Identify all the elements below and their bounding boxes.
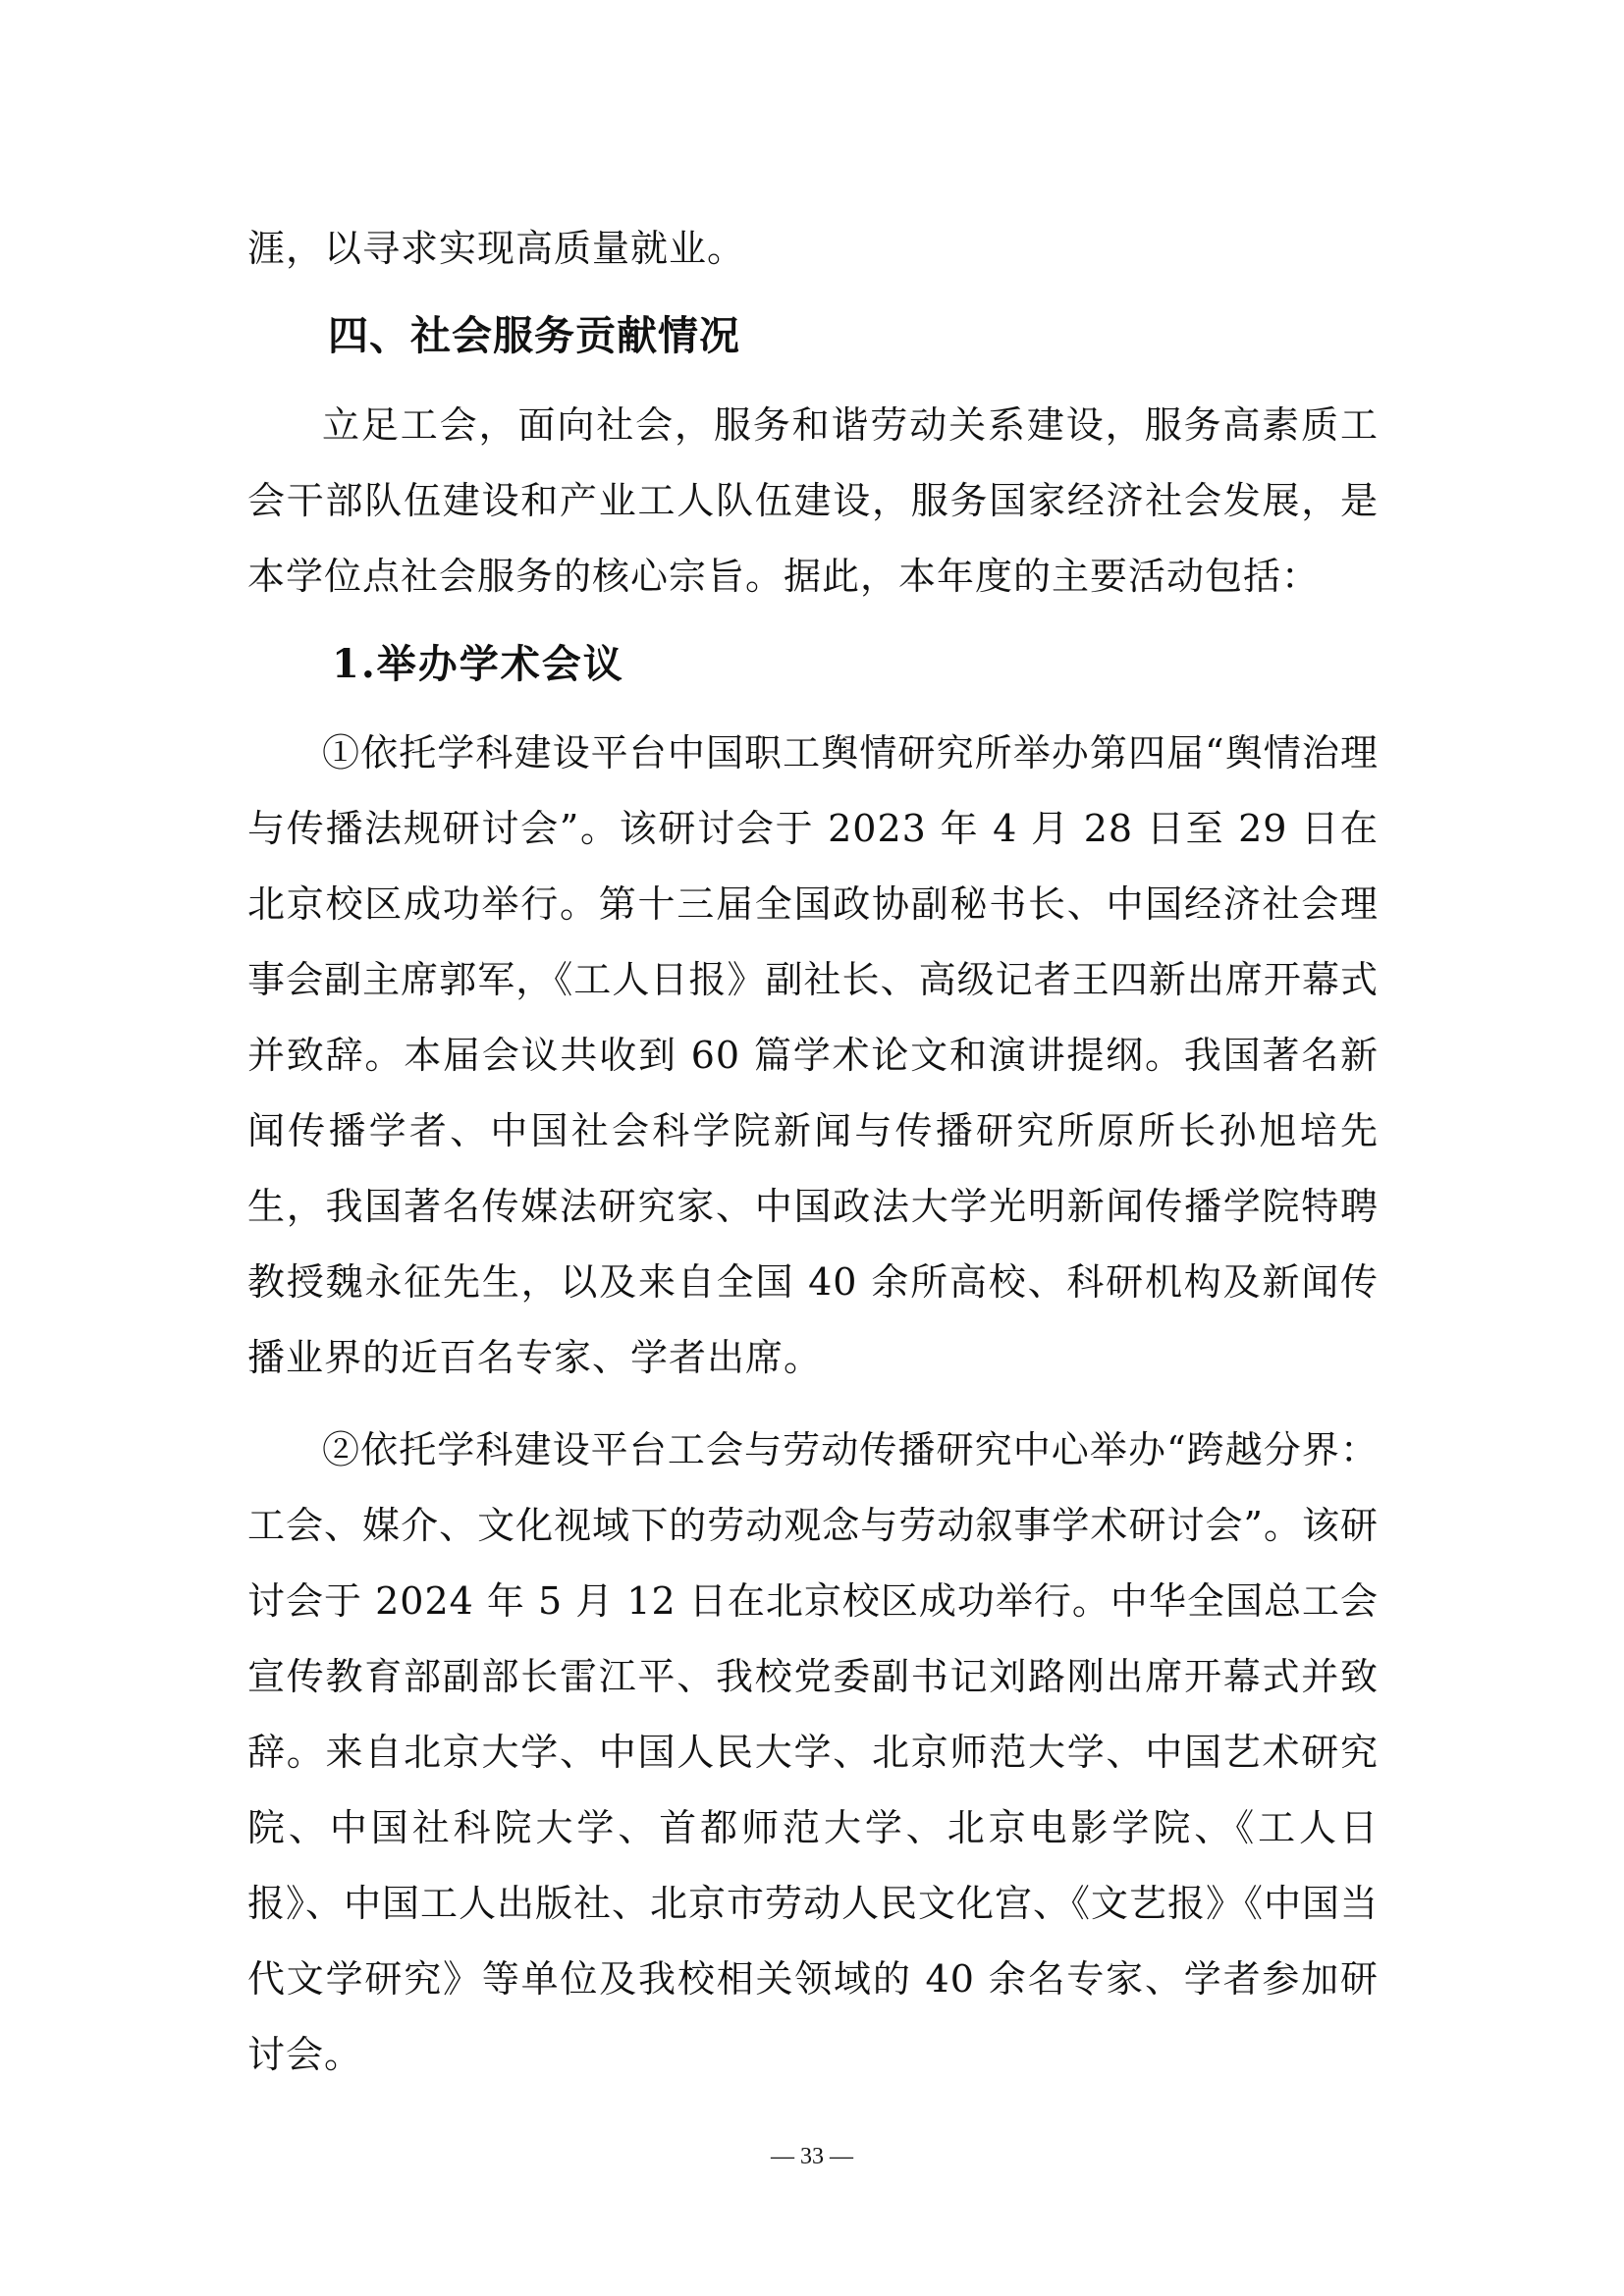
conference-item-1: ①依托学科建设平台中国职工舆情研究所举办第四届“舆情治理与传播法规研讨会”。该研讨会于 2023 年 4 月 28 日至 29 日在北京校区成功举行。第十三届全国政协副秘书长、中国经济社会理事会副主席郭军，《工人日报》副社长、高级记者王四新出席开幕式并致辞。本届会议共收到 60 篇学术论文和演讲提纲。我国著名新闻传播学者、中国社会科学院新闻与传播研究所原所长孙旭培先生，我国著名传媒法研究家、中国政法大学光明新闻传播学院特聘教授魏永征先生，以及来自全国 40 余所高校、科研机构及新闻传播业界的近百名专家、学者出席。 [247,731,1379,1379]
continuation-paragraph: 涯，以寻求实现高质量就业。 [247,227,746,270]
subsection-heading: 1.举办学术会议 [332,641,624,687]
document-body [247,211,1379,2093]
section-heading: 四、社会服务贡献情况 [328,312,740,359]
page-number: — 33 — [771,2144,853,2169]
conference-item-2: ②依托学科建设平台工会与劳动传播研究中心举办“跨越分界：工会、媒介、文化视域下的劳动观念与劳动叙事学术研讨会”。该研讨会于 2024 年 5 月 12 日在北京校区成功举行。中华全国总工会宣传教育部副部长雷江平、我校党委副书记刘路刚出席开幕式并致辞。来自北京大学、中国人民大学、北京师范大学、中国艺术研究院、中国社科院大学、首都师范大学、北京电影学院、《工人日报》、中国工人出版社、北京市劳动人民文化宫、《文艺报》《中国当代文学研究》等单位及我校相关领域的 40 余名专家、学者参加研讨会。 [247,1428,1380,2076]
intro-paragraph: 立足工会，面向社会，服务和谐劳动关系建设，服务高素质工会干部队伍建设和产业工人队伍建设，服务国家经济社会发展，是本学位点社会服务的核心宗旨。据此，本年度的主要活动包括： [247,403,1379,598]
